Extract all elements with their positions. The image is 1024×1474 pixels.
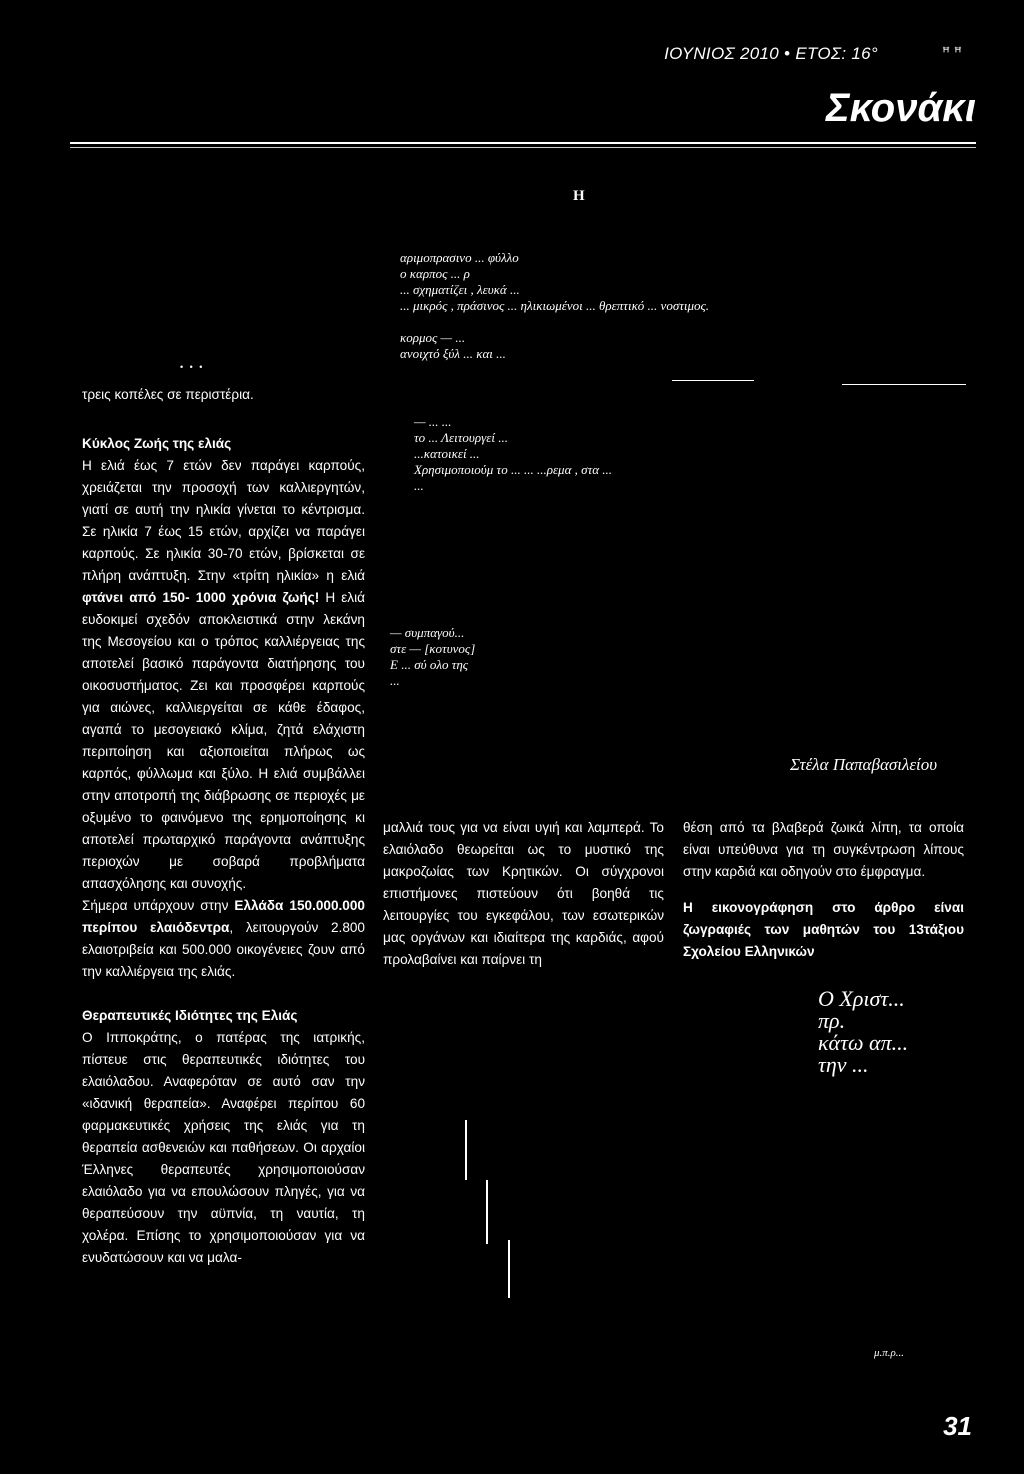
paragraph-text: θέση από τα βλαβερά ζωικά λίπη, τα οποία είναι υπεύθυνα για τη συγκέντρωση λίπους στην καρδιά και οδηγούν στο έμφραγμα. xyxy=(683,820,964,879)
section-heading-life-cycle: Κύκλος Ζωής της ελιάς xyxy=(82,436,232,451)
vertical-stroke xyxy=(465,1120,467,1180)
section-heading-therapeutic: Θεραπευτικές Ιδιότητες της Ελιάς xyxy=(82,1008,298,1023)
paragraph-text: Η ελιά έως 7 ετών δεν παράγει καρπούς, χρειάζεται την προσοχή των καλλιεργητών, γιατί σε αυτή την ηλικία γίνεται το κέντρισμα. Σε ηλικία 7 έως 15 ετών, αρχίζει να παράγει καρπούς. Σε ηλικία 30-70 ετών, βρίσκεται σε πλήρη ανάπτυξη. Στην «τρίτη ηλικία» η ελιά xyxy=(82,458,365,583)
paragraph-text: μαλλιά τους για να είναι υγιή και λαμπερά. Το ελαιόλαδο θεωρείται ως το μυστικό της μακροζωίας των Κρητικών. Οι σύγχρονοι επιστήμονες πιστεύουν ότι βοηθά τις λειτουργίες του εγκεφάλου, των εσωτερικών μας οργάνων και ιδιαίτερα της καρδιάς, αφού προλαβαίνει και παίρνει τη xyxy=(383,820,664,967)
handwritten-signature: Στέλα Παπαβασιλείου xyxy=(790,755,938,774)
paragraph-text: , λειτουργούν 2.800 ελαιοτριβεία και 500.000 οικογένειες ζουν από την καλλιέργεια της ελιάς. xyxy=(82,920,365,979)
vertical-stroke xyxy=(508,1240,510,1298)
article-paragraph xyxy=(82,455,365,895)
handwritten-note: μ.π.ρ... xyxy=(874,1347,905,1359)
magazine-title: Σκονάκι xyxy=(826,86,976,130)
left-article-column xyxy=(82,433,365,1269)
vertical-stroke xyxy=(486,1180,488,1244)
paragraph-text: Σήμερα υπάρχουν στην xyxy=(82,898,229,913)
article-paragraph xyxy=(82,895,365,983)
handwritten-block-2: κορμος — ... ανοιχτό ξύλ ... και ... xyxy=(400,330,506,361)
article-paragraph: Ο Ιπποκράτης, ο πατέρας της ιατρικής, πίστευε στις θεραπευτικές ιδιότητες του ελαιόλαδου. Αναφερόταν σε αυτό σαν την «ιδανική θεραπεία». Αναφέρει περίπου 60 φαρμακευτικές χρήσεις της ελιάς για τη θεραπεία ασθενειών και παθήσεων. Οι αρχαίοι Έλληνες θεραπευτές χρησιμοποιούσαν ελαιόλαδο για να επουλώσουν πληγές, για να θεραπεύσουν την αϋπνία, τη ναυτία, τη χολέρα. Επίσης το χρησιμοποιούσαν για να ενυδατώσουν και να μαλα- xyxy=(82,1030,365,1265)
issue-line: ΙΟΥΝΙΟΣ 2010 • ΕΤΟΣ: 16° xyxy=(664,44,878,63)
handwritten-heading: Η xyxy=(573,188,585,204)
caption-text: τρεις κοπέλες σε περιστέρια. xyxy=(82,387,254,402)
handwritten-name-block: Ο Χριστ... πρ. κάτω απ... την ... xyxy=(818,986,909,1077)
paragraph-text: Η ελιά ευδοκιμεί σχεδόν αποκλειστικά στην λεκάνη της Μεσογείου και ο τρόπος καλλιέργειας της αποτελεί βασικό παράγοντα διατήρησης του οικοσυστήματος. Ζει και προσφέρει καρπούς για αιώνες, καλλιεργείται σε κάθε έδαφος, αγαπά το μεσογειακό κλίμα, ζητά ελάχιστη περιποίηση και αξιοποιείται πλήρως ως καρπός, φύλλωμα και ξύλο. Η ελιά συμβάλλει στην αποτροπή της διάβρωσης σε περιοχές με οξυμένο το φαινόμενο της ερημοποίησης κι αποτελεί πρωταρχικό παράγοντα ανάπτυξης περιοχών με σοβαρά προβλήματα απασχόλησης και συνοχής. xyxy=(82,590,365,891)
page-number: 31 xyxy=(943,1411,972,1441)
illustration-credit: Η εικονογράφηση στο άρθρο είναι ζωγραφιές των μαθητών του 13τάξιου Σχολείου Ελληνικών xyxy=(683,900,964,959)
middle-article-column xyxy=(383,817,664,971)
divider-line xyxy=(842,384,966,385)
handwriting-marks: • • • xyxy=(180,362,205,372)
divider-line xyxy=(672,380,754,381)
right-article-column xyxy=(683,817,964,963)
handwritten-block-1: αριμοπρασινο ... φύλλο ο καρπος ... ρ ... σχηματίζει , λευκά ... ... μικρός , πράσινος ... ηλικιωμένοι ... θρεπτικό ... νοστιμος. xyxy=(400,250,710,313)
paragraph-bold: φτάνει από 150- 1000 χρόνια ζωής! xyxy=(82,590,320,605)
header-rule-secondary xyxy=(70,147,976,148)
paragraph-bold: Ελλάδα 150.000.000 περίπου ελαιόδεντρα xyxy=(82,898,365,935)
header-rule xyxy=(70,142,976,144)
corner-marks: ꟸ ꟸ xyxy=(941,44,962,60)
handwritten-block-4: — συμπαγού... στε — [κοτυνος] Ε ... σύ ολο της ... xyxy=(390,625,476,688)
handwritten-block-3: — ... ... το ... Λειτουργεί ... ...κατοικεί ... Χρησιμοποιούμ το ... ... ...ρεμα , στα ... ... xyxy=(414,414,613,493)
